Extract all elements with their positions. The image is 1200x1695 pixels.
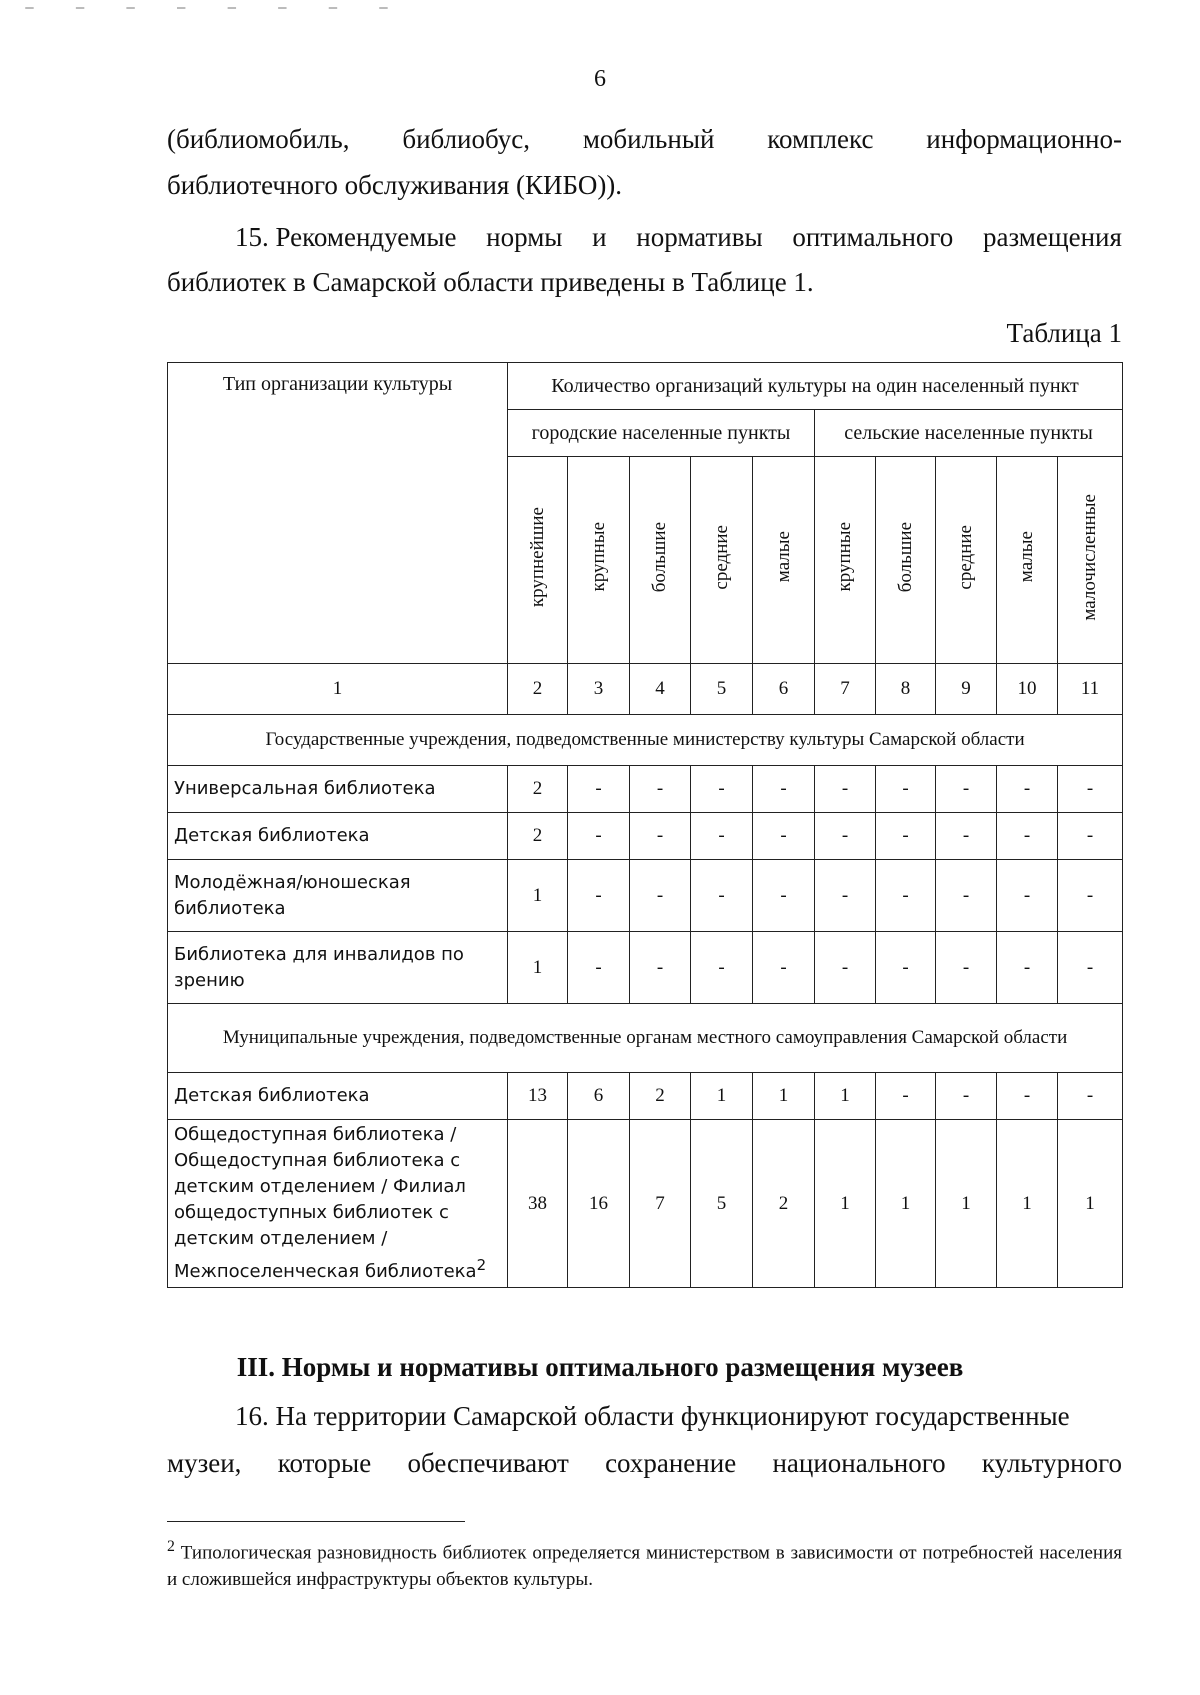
section-title-municipal: Муниципальные учреждения, подведомственные органам местного самоуправления Самарской области <box>168 1004 1123 1073</box>
subcolumn-label: большие <box>894 521 916 593</box>
word: национального <box>772 1448 946 1478</box>
cell-value: - <box>876 1073 936 1120</box>
cell-value: - <box>753 860 815 932</box>
subcolumn-header <box>876 457 936 664</box>
word: и <box>592 222 607 252</box>
cell-value: - <box>753 766 815 813</box>
column-number: 6 <box>753 664 815 715</box>
subcolumn-header <box>997 457 1058 664</box>
subcolumn-header <box>936 457 997 664</box>
cell-value: - <box>630 766 691 813</box>
cell-value: - <box>936 860 997 932</box>
cell-value: 7 <box>630 1120 691 1288</box>
column-number: 10 <box>997 664 1058 715</box>
row-name: Библиотека для инвалидов по зрению <box>168 932 508 1004</box>
cell-value: - <box>997 860 1058 932</box>
cell-value: - <box>568 860 630 932</box>
paragraph-15-line-2: библиотек в Самарской области приведены в Таблице 1. <box>167 267 814 297</box>
subcolumn-header <box>630 457 691 664</box>
column-number: 3 <box>568 664 630 715</box>
word: культурного <box>981 1448 1122 1478</box>
cell-value: - <box>691 766 753 813</box>
row-name: Детская библиотека <box>168 813 508 860</box>
word: комплекс <box>767 124 874 154</box>
cell-value: - <box>815 860 876 932</box>
cell-value: - <box>936 813 997 860</box>
subcolumn-label: крупнейшие <box>526 506 548 608</box>
subcolumn-header <box>815 457 876 664</box>
cell-value: 1 <box>997 1120 1058 1288</box>
word: (библиомобиль, <box>167 124 350 154</box>
cell-value: 2 <box>508 766 568 813</box>
cell-value: 1 <box>508 860 568 932</box>
cell-value: - <box>568 766 630 813</box>
row-name-cell <box>168 1120 508 1288</box>
cell-value: 16 <box>568 1120 630 1288</box>
column-number: 8 <box>876 664 936 715</box>
column-number: 2 <box>508 664 568 715</box>
cell-value: - <box>1058 813 1123 860</box>
footnote-text: Типологическая разновидность библиотек определяется министерством в зависимости от потребностей населения и сложившейся инфраструктуры объектов культуры. <box>167 1542 1123 1591</box>
cell-value: - <box>753 813 815 860</box>
cell-value: - <box>1058 860 1123 932</box>
type-column-header: Тип организации культуры <box>168 363 508 664</box>
urban-group-header: городские населенные пункты <box>508 410 815 457</box>
cell-value: 5 <box>691 1120 753 1288</box>
cell-value: - <box>630 932 691 1004</box>
paragraph-15-line-1 <box>235 222 1122 253</box>
subcolumn-label: крупные <box>587 522 609 592</box>
word: библиобус, <box>402 124 530 154</box>
section-title-state: Государственные учреждения, подведомственные министерству культуры Самарской области <box>168 715 1123 766</box>
section-row <box>168 715 1123 766</box>
cell-value: 1 <box>876 1120 936 1288</box>
intro-line-2: библиотечного обслуживания (КИБО)). <box>167 170 623 200</box>
column-number: 1 <box>168 664 508 715</box>
cell-value: 2 <box>630 1073 691 1120</box>
line-text: 16. На территории Самарской области функционируют государственные <box>235 1401 1070 1431</box>
table-row <box>168 932 1123 1004</box>
word: мобильный <box>582 124 715 154</box>
footnote-separator <box>167 1521 465 1522</box>
footnote-number: 2 <box>167 1538 175 1555</box>
column-number: 4 <box>630 664 691 715</box>
cell-value: - <box>630 860 691 932</box>
row-name: Детская библиотека <box>168 1073 508 1120</box>
section-heading: III. Нормы и нормативы оптимального размещения музеев <box>236 1352 964 1382</box>
subcolumn-label: малые <box>772 531 794 583</box>
subcolumn-label: малые <box>1016 531 1037 583</box>
word: обеспечивают <box>407 1448 569 1478</box>
subcolumn-label: большие <box>649 521 670 593</box>
cell-value: - <box>568 932 630 1004</box>
subcolumn-label: средние <box>710 524 732 590</box>
cell-value: 6 <box>568 1073 630 1120</box>
cell-value: 1 <box>753 1073 815 1120</box>
paragraph-16-line-1 <box>235 1401 1122 1432</box>
column-number: 7 <box>815 664 876 715</box>
cell-value: - <box>753 932 815 1004</box>
cell-value: - <box>936 932 997 1004</box>
word: музеи, <box>167 1448 242 1478</box>
cell-value: - <box>815 813 876 860</box>
cell-value: - <box>1058 766 1123 813</box>
cell-value: - <box>815 766 876 813</box>
cell-value: - <box>876 766 936 813</box>
column-number: 9 <box>936 664 997 715</box>
cell-value: - <box>876 932 936 1004</box>
subcolumn-header <box>1058 457 1123 664</box>
cell-value: 13 <box>508 1073 568 1120</box>
rural-group-header: сельские населенные пункты <box>815 410 1123 457</box>
subcolumn-header <box>508 457 568 664</box>
header-row-1 <box>168 363 1123 410</box>
cell-value: - <box>936 766 997 813</box>
row-name: Универсальная библиотека <box>168 766 508 813</box>
cell-value: - <box>876 813 936 860</box>
table-row <box>168 766 1123 813</box>
cell-value: - <box>1058 1073 1123 1120</box>
word: 15. Рекомендуемые <box>235 222 457 252</box>
footnote <box>167 1533 1122 1593</box>
cell-value: 2 <box>508 813 568 860</box>
word: оптимального <box>792 222 954 252</box>
column-number: 11 <box>1058 664 1123 715</box>
row-name: Общедоступная библиотека / Общедоступная библиотека с детским отделением / Филиал общедоступных библиотек с детским отделением / Межпоселенческая библиотека <box>174 1124 477 1282</box>
subcolumn-label: малочисленные <box>1079 493 1101 621</box>
cell-value: - <box>691 860 753 932</box>
word: сохранение <box>605 1448 737 1478</box>
norms-table <box>167 362 1123 1288</box>
subcolumn-header <box>753 457 815 664</box>
cell-value: 38 <box>508 1120 568 1288</box>
subcolumn-header <box>691 457 753 664</box>
cell-value: - <box>1058 932 1123 1004</box>
table-caption: Таблица 1 <box>1006 318 1122 348</box>
table-row <box>168 1120 1123 1288</box>
cell-value: - <box>997 813 1058 860</box>
cell-value: - <box>876 860 936 932</box>
count-column-header: Количество организаций культуры на один населенный пункт <box>508 363 1123 410</box>
cell-value: - <box>691 813 753 860</box>
cell-value: - <box>568 813 630 860</box>
word: нормы <box>486 222 563 252</box>
cell-value: - <box>815 932 876 1004</box>
word: размещения <box>983 222 1122 252</box>
table-row <box>168 813 1123 860</box>
intro-line-1 <box>167 124 1122 155</box>
column-number-row <box>168 664 1123 715</box>
cell-value: 1 <box>691 1073 753 1120</box>
paragraph-16-line-2 <box>167 1448 1122 1479</box>
subcolumn-header <box>568 457 630 664</box>
cell-value: - <box>997 932 1058 1004</box>
page-number: 6 <box>594 66 606 92</box>
subcolumn-label: крупные <box>834 522 855 592</box>
cell-value: 1 <box>815 1073 876 1120</box>
cell-value: 1 <box>508 932 568 1004</box>
word: нормативы <box>636 222 763 252</box>
scan-edge-marks: – – – – – – – – <box>0 0 388 16</box>
word: информационно- <box>926 124 1122 154</box>
cell-value: - <box>936 1073 997 1120</box>
cell-value: - <box>997 1073 1058 1120</box>
cell-value: - <box>691 932 753 1004</box>
cell-value: 1 <box>1058 1120 1123 1288</box>
section-row <box>168 1004 1123 1073</box>
cell-value: 1 <box>815 1120 876 1288</box>
cell-value: - <box>997 766 1058 813</box>
footnote-mark: 2 <box>476 1256 487 1274</box>
subcolumn-label: средние <box>955 524 976 590</box>
cell-value: 1 <box>936 1120 997 1288</box>
row-name: Молодёжная/юношеская библиотека <box>168 860 508 932</box>
cell-value: - <box>630 813 691 860</box>
table-row <box>168 860 1123 932</box>
column-number: 5 <box>691 664 753 715</box>
table-row <box>168 1073 1123 1120</box>
cell-value: 2 <box>753 1120 815 1288</box>
word: которые <box>277 1448 372 1478</box>
